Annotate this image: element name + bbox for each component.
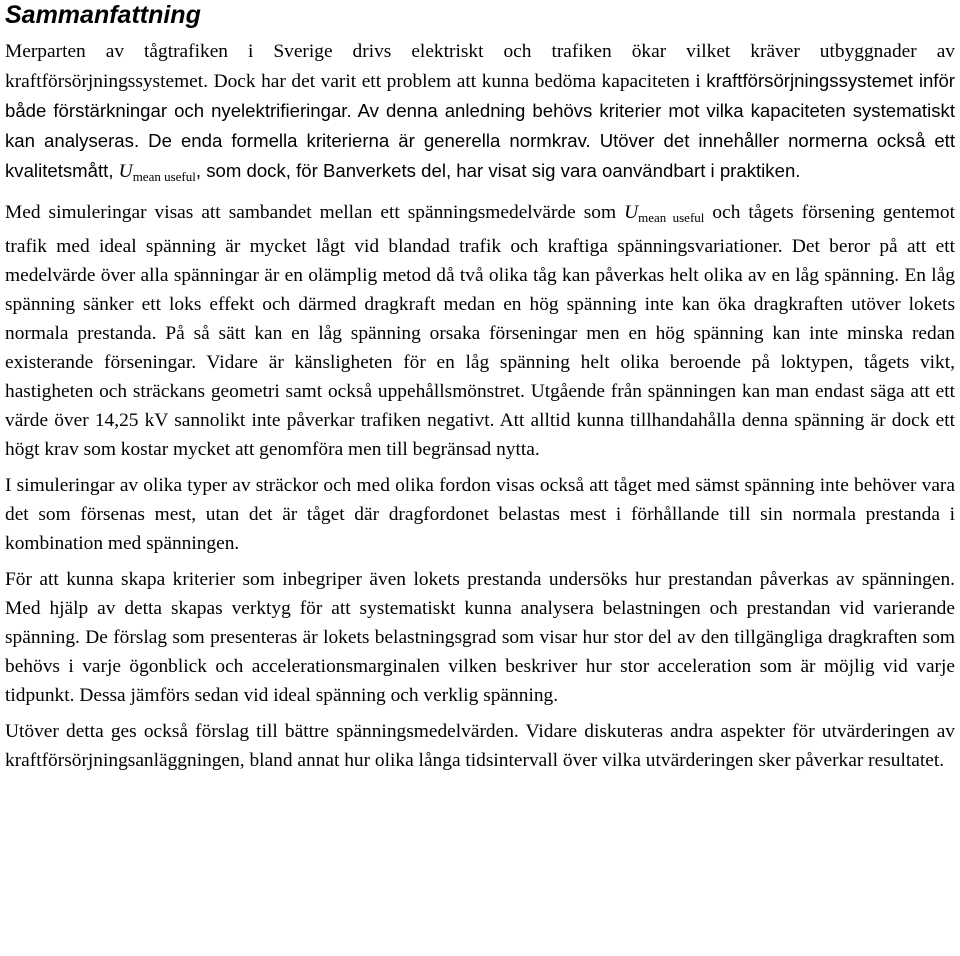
paragraph-3: I simuleringar av olika typer av sträckor och med olika fordon visas också att tåget med sämst spänning inte behöver vara det som försenas mest, utan det är tåget där dragfordonet belastas mest i förhållande till sin normala prestanda i kombination med spänningen. [5, 475, 955, 554]
u-mean-useful-symbol [624, 202, 704, 223]
paragraph-2 [5, 198, 955, 464]
paragraph-4: För att kunna skapa kriterier som inbegriper även lokets prestanda undersöks hur prestandan påverkas av spänningen. Med hjälp av detta skapas verktyg för att systematiskt kunna analysera belastningen och prestandan vid varierande spänning. De förslag som presenteras är lokets belastningsgrad som visar hur stor del av den tillgängliga dragkraften som behövs i varje ögonblick och accelerationsmarginalen vilken beskriver hur stor acceleration som är möjlig vid varje tidpunkt. Dessa jämförs sedan vid ideal spänning och verklig spänning. [5, 569, 955, 706]
paragraph-2-text-a: Med simuleringar visas att sambandet mellan ett spänningsmedelvärde som [5, 202, 625, 223]
paragraph-1-text-c: , som dock, för Banverkets del, har visat sig vara oanvändbart i praktiken. [195, 160, 801, 181]
symbol-u: U [118, 161, 133, 182]
section-heading: Sammanfattning [5, 1, 201, 29]
paragraph-1-text-a: Merparten av tågtrafiken i Sverige drivs elektriskt och trafiken ökar vilket kräver utbyggnader av kraftförsörjningssystemet. Dock har det varit ett problem att kunna bedöma kapaciteten i [5, 41, 955, 92]
symbol-subscript: mean useful [638, 210, 705, 225]
paragraph-1 [5, 37, 955, 191]
paragraph-2-text-b: och tågets försening gentemot trafik med ideal spänning är mycket lågt vid blandad trafik och kraftiga spänningsvariationer. Det beror på att ett medelvärde över alla spänningar är en olämplig metod då två olika tåg kan påverkas helt olika av en låg spänning. En låg spänning sänker ett loks effekt och därmed dragkraft medan en hög spänning inte kan öka dragkraften utöver lokets normala prestanda. På så sätt kan en låg spänning orsaka förseningar men en hög spänning kan inte minska redan existerande förseningar. Vidare är känsligheten för en låg spänning helt olika beroende på loktypen, tågets vikt, hastigheten och sträckans geometri samt också uppehållsmönstret. Utgående från spänningen kan man endast säga att ett värde över 14,25 kV sannolikt inte påverkar trafiken negativt. Att alltid kunna tillhandahålla denna spänning är dock ett högt krav som kostar mycket att genomföra men till begränsad nytta. [5, 202, 956, 460]
u-mean-useful-symbol [119, 161, 196, 182]
document-page [5, 0, 955, 775]
symbol-subscript: mean useful [132, 169, 196, 184]
symbol-u: U [624, 202, 639, 223]
paragraph-1-text-b: kraftförsörjningssystemet inför både förstärkningar och nyelektrifieringar. Av denna anledning behövs kriterier mot vilka kapaciteten systematiskt kan analyseras. De enda formella kriterierna är generella normkrav. Utöver det innehåller normerna också ett kvalitetsmått, [5, 70, 955, 181]
paragraph-5: Utöver detta ges också förslag till bättre spänningsmedelvärden. Vidare diskuteras andra aspekter för utvärderingen av kraftförsörjningsanläggningen, bland annat hur olika långa tidsintervall över vilka utvärderingen sker påverkar resultatet. [5, 721, 955, 771]
